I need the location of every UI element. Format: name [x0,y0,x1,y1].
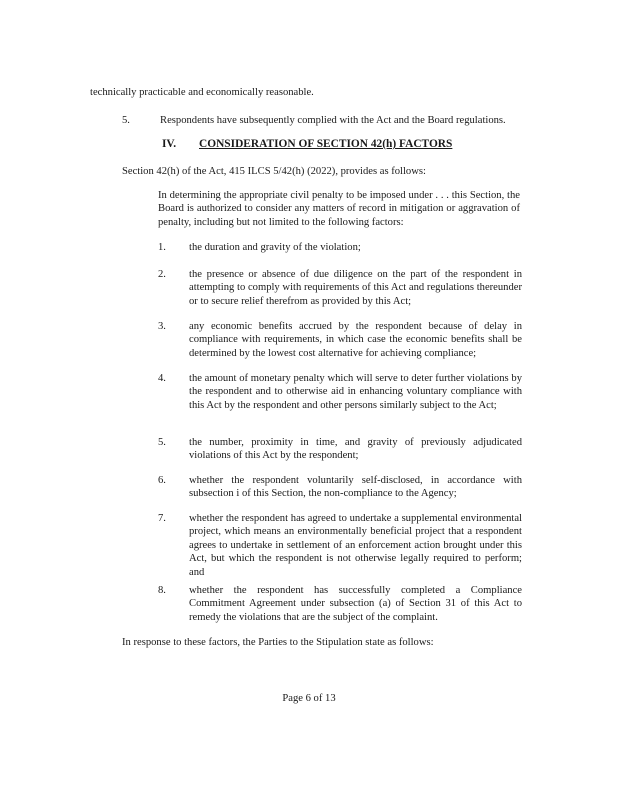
factor-number: 5. [158,437,166,448]
factor-text: the number, proximity in time, and gravity of previously adjudicated violations of this Act by the respondent; [189,437,522,462]
item-number: 5. [122,115,130,126]
factor-number: 3. [158,321,166,332]
factor-text: the duration and gravity of the violation; [189,242,361,253]
page-footer: Page 6 of 13 [282,693,336,704]
factor-text: any economic benefits accrued by the respondent because of delay in compliance with requirements, in which case the economic benefits shall be determined by the lowest cost alternative for achieving compliance; [189,321,522,359]
factor-text: the presence or absence of due diligence on the part of the respondent in attempting to comply with requirements of this Act and regulations thereunder or to secure relief therefrom as provided by this Act; [189,269,522,307]
factor-text: the amount of monetary penalty which will serve to deter further violations by the respondent and to otherwise aid in enhancing voluntary compliance with this Act by the respondent and other persons similarly subject to the Act; [189,373,522,411]
closing-paragraph: In response to these factors, the Parties to the Stipulation state as follows: [122,637,434,648]
factor-number: 2. [158,269,166,280]
factor-number: 1. [158,242,166,253]
factor-text: whether the respondent has successfully completed a Compliance Commitment Agreement under subsection (a) of Section 31 of this Act to remedy the violations that are the subject of the complaint. [189,585,522,623]
factor-number: 8. [158,585,166,596]
section-title: CONSIDERATION OF SECTION 42(h) FACTORS [199,138,453,150]
section-intro: Section 42(h) of the Act, 415 ILCS 5/42(h) (2022), provides as follows: [122,166,426,177]
opening-fragment: technically practicable and economically reasonable. [90,87,314,98]
factor-text: whether the respondent voluntarily self-disclosed, in accordance with subsection i of this Section, the non-compliance to the Agency; [189,475,522,500]
item-text: Respondents have subsequently complied with the Act and the Board regulations. [160,115,506,126]
factor-number: 7. [158,513,166,524]
factor-text: whether the respondent has agreed to undertake a supplemental environmental project, which means an environmentally beneficial project that a respondent agrees to undertake in settlement of an enforcement action brought under this Act, but which the respondent is not otherwise legally required to perform; and [189,513,522,578]
factor-number: 6. [158,475,166,486]
section-number: IV. [162,138,177,150]
quote-intro: In determining the appropriate civil penalty to be imposed under . . . this Section, the Board is authorized to consider any matters of record in mitigation or aggravation of penalty, including but not limited to the following factors: [158,190,520,228]
factor-number: 4. [158,373,166,384]
